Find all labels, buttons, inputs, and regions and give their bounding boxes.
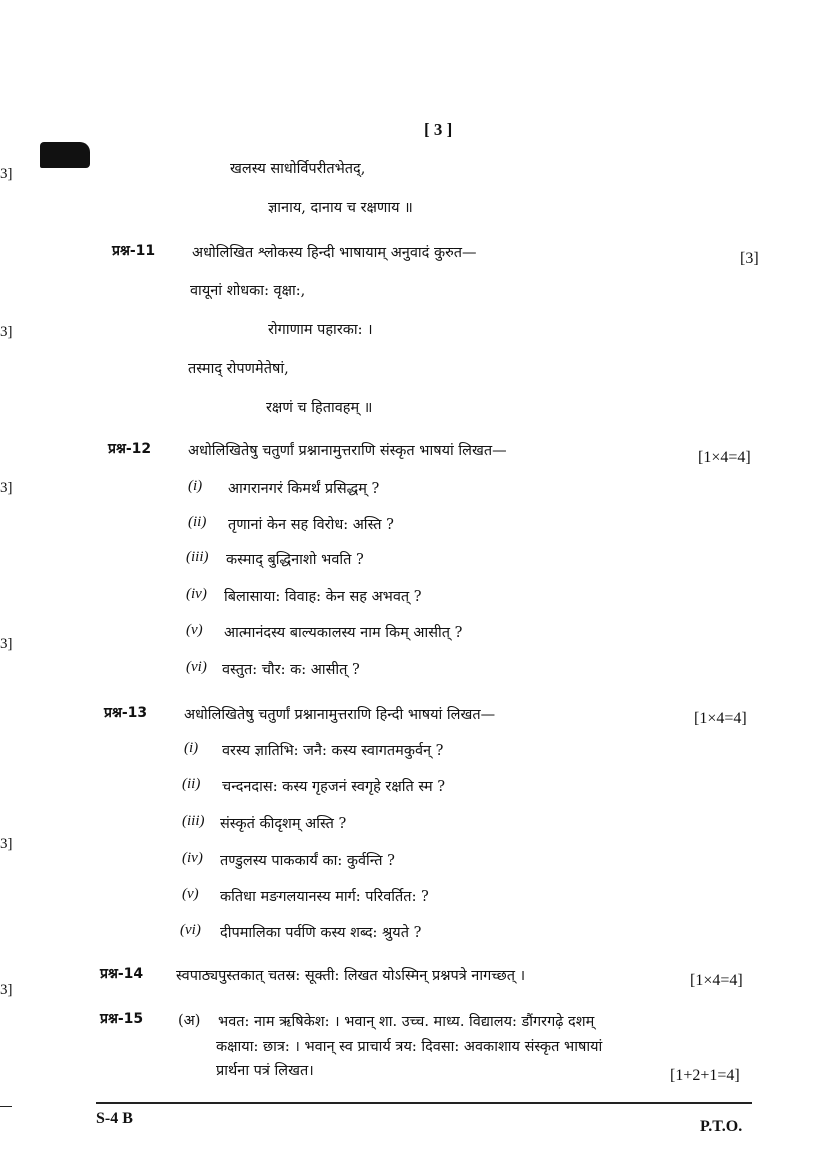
item-text: वरस्य ज्ञातिभि: जनै: कस्य स्वागतमकुर्वन् ? xyxy=(222,743,444,759)
left-edge-rule xyxy=(0,1106,12,1107)
pto-label: P.T.O. xyxy=(700,1118,743,1135)
item-text: संस्कृतं कीदृशम् अस्ति ? xyxy=(220,816,347,832)
item-number: (v) xyxy=(182,886,199,902)
footer-rule xyxy=(96,1102,752,1104)
question-label: प्रश्न-13 xyxy=(104,705,148,721)
paper-code: S-4 B xyxy=(96,1110,133,1127)
item-number: (v) xyxy=(186,622,203,638)
page-number: [ 3 ] xyxy=(424,120,453,139)
edge-mark: 3] xyxy=(0,480,13,496)
item-number: (iv) xyxy=(186,586,207,602)
question-marks: [3] xyxy=(740,250,759,267)
edge-mark: 3] xyxy=(0,836,13,852)
question-marks: [1+2+1=4] xyxy=(670,1067,740,1084)
item-number: (iv) xyxy=(182,850,203,866)
item-number: (iii) xyxy=(182,813,205,829)
question-label: प्रश्न-12 xyxy=(108,441,152,457)
edge-mark: 3] xyxy=(0,636,13,652)
question-marks: [1×4=4] xyxy=(694,710,747,727)
question-label: प्रश्न-11 xyxy=(112,243,156,259)
item-text: कतिधा मङगलयानस्य मार्ग: परिवर्तित: ? xyxy=(220,889,429,905)
item-text: आगरानगरं किमर्थं प्रसिद्धम् ? xyxy=(228,481,380,497)
item-number: (ii) xyxy=(182,776,201,792)
item-text: आत्मानंदस्य बाल्यकालस्य नाम किम् आसीत् ? xyxy=(224,625,463,641)
verse-line: रोगाणाम पहारका: । xyxy=(268,322,373,338)
question-text: कक्षाया: छात्र: । भवान् स्व प्राचार्य त्रय: दिवसा: अवकाशाय संस्कृत भाषायां xyxy=(216,1039,603,1055)
verse-line: ज्ञानाय, दानाय च रक्षणाय ॥ xyxy=(268,200,413,216)
question-text: अधोलिखित श्लोकस्य हिन्दी भाषायाम् अनुवादं कुरुत— xyxy=(192,245,477,261)
edge-mark: 3] xyxy=(0,324,13,340)
question-label: प्रश्न-15 xyxy=(100,1011,144,1027)
question-marks: [1×4=4] xyxy=(690,972,743,989)
verse-line: खलस्य साधोर्विपरीतभेतद्, xyxy=(230,161,366,177)
item-number: (vi) xyxy=(186,659,207,675)
item-text: दीपमालिका पर्वणि कस्य शब्द: श्रुयते ? xyxy=(220,925,422,941)
question-text: स्वपाठ्यपुस्तकात् चतस्र: सूक्ती: लिखत योऽस्मिन् प्रश्नपत्रे नागच्छत् । xyxy=(176,968,526,984)
item-number: (iii) xyxy=(186,549,209,565)
scan-blot xyxy=(40,142,90,168)
verse-line: तस्माद् रोपणमेतेषां, xyxy=(188,361,289,377)
verse-line: वायूनां शोधका: वृक्षा:, xyxy=(190,283,306,299)
item-number: (ii) xyxy=(188,514,207,530)
question-marks: [1×4=4] xyxy=(698,449,751,466)
item-text: तृणानां केन सह विरोध: अस्ति ? xyxy=(228,517,394,533)
edge-mark: 3] xyxy=(0,166,13,182)
item-text: वस्तुत: चौर: क: आसीत् ? xyxy=(222,662,360,678)
item-text: बिलासाया: विवाह: केन सह अभवत् ? xyxy=(224,589,422,605)
question-text: प्रार्थना पत्रं लिखत। xyxy=(216,1063,314,1079)
question-label: प्रश्न-14 xyxy=(100,966,144,982)
item-number: (vi) xyxy=(180,922,201,938)
item-number: (i) xyxy=(184,740,199,756)
question-text: अधोलिखितेषु चतुर्णां प्रश्नानामुत्तराणि संस्कृत भाषयां लिखत— xyxy=(188,443,507,459)
sub-question-number: (अ) xyxy=(178,1013,201,1029)
item-number: (i) xyxy=(188,478,203,494)
item-text: तण्डुलस्य पाककार्यं का: कुर्वन्ति ? xyxy=(220,853,395,869)
item-text: चन्दनदास: कस्य गृहजनं स्वगृहे रक्षति स्म ? xyxy=(222,779,446,795)
verse-line: रक्षणं च हितावहम् ॥ xyxy=(266,400,373,416)
question-text: भवत: नाम ऋषिकेश: । भवान् शा. उच्च. माध्य. विद्यालय: डौंगरगढ़े दशम् xyxy=(218,1014,595,1030)
item-text: कस्माद् बुद्धिनाशो भवति ? xyxy=(226,552,364,568)
question-text: अधोलिखितेषु चतुर्णां प्रश्नानामुत्तराणि हिन्दी भाषयां लिखत— xyxy=(184,707,496,723)
edge-mark: 3] xyxy=(0,982,13,998)
